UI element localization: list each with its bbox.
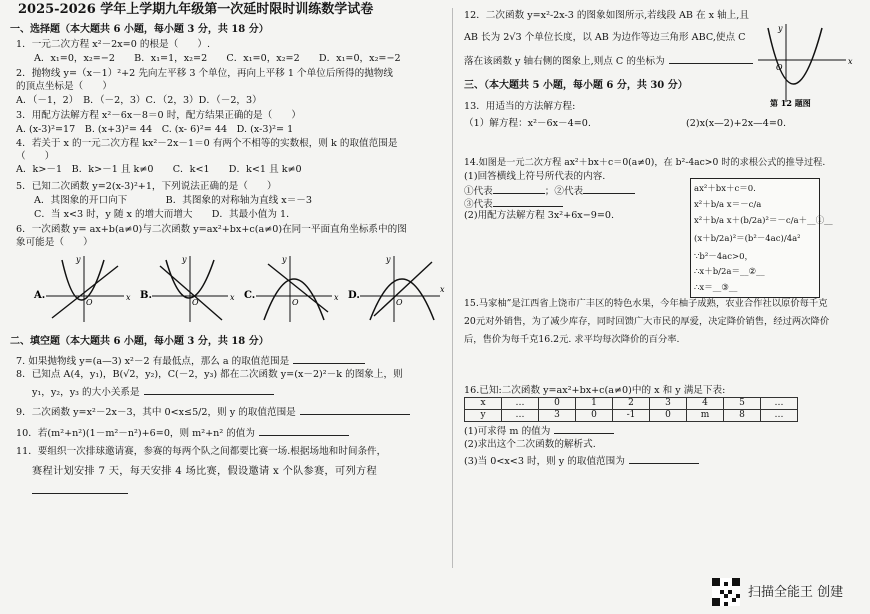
fill-section-header: 二、填空题（本大题共 6 小题，每小题 3 分，共 18 分） <box>10 336 269 347</box>
q11-text-line3 <box>32 484 128 498</box>
q2-stem-line2: 的顶点坐标是（ ） <box>16 81 112 92</box>
q5-options-line2: C．当 x<3 时，y 随 x 的增大而增大 D．其最小值为 1． <box>34 209 296 220</box>
answer-section-header: 三、（本大题共 5 小题，每小题 6 分，共 30 分） <box>464 80 688 91</box>
q5-options-line1: A．其图象的开口向下 B．其图象的对称轴为直线 x＝－3 <box>34 195 312 206</box>
svg-text:O: O <box>192 298 199 307</box>
svg-text:x: x <box>440 285 445 294</box>
table-cell: 3 <box>539 410 576 422</box>
q12-text-line1: 12．二次函数 y=x²-2x-3 的图象如图所示,若线段 AB 在 x 轴上,且 <box>464 10 749 21</box>
table-cell: … <box>502 398 539 410</box>
svg-text:O: O <box>292 298 299 307</box>
q1-stem: 1．一元二次方程 x²－2x=0 的根是（ ）. <box>16 39 211 50</box>
q6-label-c: C. <box>244 290 256 301</box>
scanner-watermark: 扫描全能王 创建 <box>748 585 844 600</box>
qr-code-icon <box>712 578 740 606</box>
table-cell: 0 <box>539 398 576 410</box>
svg-text:x: x <box>126 293 131 302</box>
q2-options: A．（－1，2） B．（－2，3）C．（2，3）D．（－2，3） <box>16 95 262 106</box>
q14-stem: 14.如图是一元二次方程 ax²＋bx＋c＝0(a≠0)，在 b²-4ac>0 时的求根公式的推导过程. <box>464 157 826 168</box>
table-cell: 0 <box>576 410 613 422</box>
derivation-step: x²＋b/a x＋(b/2a)²＝－c/a＋__①__ <box>694 216 833 226</box>
q11-text-line2: 赛程计划安排 7 天，每天安排 4 场比赛，假设邀请 x 个队参赛，可列方程 <box>32 466 377 477</box>
q6-label-a: A. <box>34 290 46 301</box>
q7-text: 7. 如果抛物线 y=(a—3) x²－2 有最低点，那么 a 的取值范围是 <box>16 354 365 368</box>
q16-stem: 16.已知:二次函数 y=ax²+bx+c(a≠0)中的 x 和 y 满足下表: <box>464 385 726 396</box>
q14-derivation-box <box>690 178 833 298</box>
derivation-step: ax²＋bx＋c＝0. <box>694 184 756 194</box>
q12-fig-caption: 第 12 题图 <box>770 98 811 108</box>
q3-stem: 3．用配方法解方程 x²－6x－8＝0 时，配方结果正确的是（ ） <box>16 110 302 121</box>
table-cell: 3 <box>650 398 687 410</box>
q15-text-line3: 后，售价为每千克16.2元. 求平均每次降价的百分率. <box>464 334 680 345</box>
q6-label-b: B. <box>140 290 152 301</box>
table-cell: … <box>761 410 798 422</box>
q16-part2: (2)求出这个二次函数的解析式. <box>464 439 596 450</box>
q11-text-line1: 11．要组织一次排球邀请赛，参赛的每两个队之间都要比赛一场.根据场地和时间条件， <box>16 446 387 457</box>
q14-sub2: ①代表 ；②代表 <box>464 184 635 198</box>
svg-text:x: x <box>230 293 235 302</box>
q10-answer-blank[interactable] <box>259 426 349 436</box>
derivation-step: ∴x＋b/2a＝__②__ <box>694 267 765 277</box>
q4-stem-line1: 4．若关于 x 的一元二次方程 kx²－2x－1＝0 有两个不相等的实数根，则 k 的取值范围是 <box>16 138 398 149</box>
q12-answer-blank[interactable] <box>669 54 753 64</box>
q4-stem-line2: （ ） <box>16 151 55 162</box>
q15-text-line2: 20元对外销售，为了减少库存，同时回馈广大市民的厚爱，决定降价销售，经过两次降价 <box>464 316 830 327</box>
q7-answer-blank[interactable] <box>293 354 365 364</box>
svg-text:y: y <box>282 255 287 264</box>
q12-text-line3: 落在该函数 y 轴右侧的图象上,则点 C 的坐标为 <box>464 54 753 68</box>
table-cell: y <box>465 410 502 422</box>
svg-text:x: x <box>848 57 853 66</box>
derivation-step: x²＋b/a x＝－c/a <box>694 200 762 210</box>
q11-answer-blank[interactable] <box>32 484 128 494</box>
svg-text:O: O <box>396 298 403 307</box>
derivation-step: ∴x＝__③__ <box>694 283 738 293</box>
table-cell: 2 <box>613 398 650 410</box>
q4-options: A．k>－1 B．k>－1 且 k≠0 C．k<1 D．k<1 且 k≠0 <box>16 164 302 175</box>
q12-figure <box>756 22 856 110</box>
q14-blank-2[interactable] <box>583 184 635 194</box>
svg-text:x: x <box>334 293 339 302</box>
table-cell: … <box>502 410 539 422</box>
q16-part3: (3)当 0<x<3 时，则 y 的取值范围为 <box>464 454 699 468</box>
table-cell: 4 <box>687 398 724 410</box>
table-cell: 5 <box>724 398 761 410</box>
q13-part2: (2)x(x—2)+2x—4=0. <box>686 118 787 129</box>
table-cell: 1 <box>576 398 613 410</box>
q6-graphs <box>32 252 448 326</box>
q10-text: 10．若(m²+n²)(1－m²－n²)+6=0，则 m²+n² 的值为 <box>16 426 349 440</box>
q8-text-line2: y₁，y₂，y₃ 的大小关系是 <box>32 385 274 399</box>
q5-stem: 5．已知二次函数 y=2(x-3)²+1，下列说法正确的是（ ） <box>16 181 277 192</box>
q6-label-d: D. <box>348 290 360 301</box>
q16-blank-3[interactable] <box>629 454 699 464</box>
q13-part1: （1）解方程：x²－6x－4=0. <box>464 118 591 129</box>
q8-answer-blank[interactable] <box>144 385 274 395</box>
svg-text:y: y <box>778 24 783 33</box>
derivation-step: (x＋b/2a)²＝(b²－4ac)/4a² <box>694 234 801 244</box>
table-cell: … <box>761 398 798 410</box>
svg-text:y: y <box>386 255 391 264</box>
q8-text-line1: 8．已知点 A(4，y₁)，B(√2，y₂)，C(－2，y₃) 都在二次函数 y=(x－2)²－k 的图象上，则 <box>16 369 403 380</box>
q16-value-table <box>464 397 798 422</box>
q9-answer-blank[interactable] <box>300 405 410 415</box>
table-cell: m <box>687 410 724 422</box>
q2-stem-line1: 2．抛物线 y=（x－1）²+2 先向左平移 3 个单位，再向上平移 1 个单位后所得的抛物线 <box>16 68 393 79</box>
derivation-step: ∵b²－4ac>0， <box>694 252 754 262</box>
q14-sub1: (1)回答横线上符号所代表的内容. <box>464 171 606 182</box>
choice-section-header: 一、选择题（本大题共 6 小题，每小题 3 分，共 18 分） <box>10 24 269 35</box>
q14-sub3: ③代表 <box>464 197 563 211</box>
q6-stem-line2: 象可能是（ ） <box>16 237 93 248</box>
q13-stem: 13．用适当的方法解方程: <box>464 101 576 112</box>
column-divider <box>452 8 453 568</box>
svg-text:y: y <box>76 255 81 264</box>
q6-graph-a <box>33 255 131 322</box>
q15-text-line1: 15.马家柚”是江西省上饶市广丰区的特色水果，今年柚子成熟，农业合作社以原价每千克 <box>464 298 828 309</box>
svg-text:O: O <box>86 298 93 307</box>
q6-stem-line1: 6．一次函数 y= ax+b(a≠0)与二次函数 y=ax²+bx+c(a≠0)在同一平面直角坐标系中的图 <box>16 224 407 235</box>
table-cell: x <box>465 398 502 410</box>
q14-blank-3[interactable] <box>493 197 563 207</box>
table-row <box>465 410 798 422</box>
svg-text:O: O <box>776 63 783 72</box>
table-row <box>465 398 798 410</box>
q6-graph-d <box>348 255 445 322</box>
exam-title: 2025-2026 学年上学期九年级第一次延时限时训练数学试卷 <box>18 2 374 17</box>
svg-text:y: y <box>182 255 187 264</box>
q6-graph-c <box>244 255 339 322</box>
table-cell: 0 <box>650 410 687 422</box>
q3-options: A. (x-3)²=17 B. (x+3)²= 44 C. (x- 6)²= 44 D. (x-3)²= 1 <box>16 124 294 135</box>
q6-graph-b <box>140 255 235 322</box>
q9-text: 9．二次函数 y=x²－2x－3，其中 0<x≤5/2，则 y 的取值范围是 <box>16 405 410 419</box>
q16-blank-1[interactable] <box>554 424 614 434</box>
q1-options: A．x₁=0，x₂=−2 B．x₁=1，x₂=2 C．x₁=0，x₂=2 D．x₁=0，x₂=−2 <box>34 53 401 64</box>
q12-text-line2: AB 长为 2√3 个单位长度，以 AB 为边作等边三角形 ABC,使点 C <box>464 32 746 43</box>
q14-blank-1[interactable] <box>493 184 545 194</box>
table-cell: 8 <box>724 410 761 422</box>
table-cell: -1 <box>613 410 650 422</box>
q14-sub4: (2)用配方法解方程 3x²+6x−9=0. <box>464 210 615 221</box>
q16-part1: (1)可求得 m 的值为 <box>464 424 614 438</box>
